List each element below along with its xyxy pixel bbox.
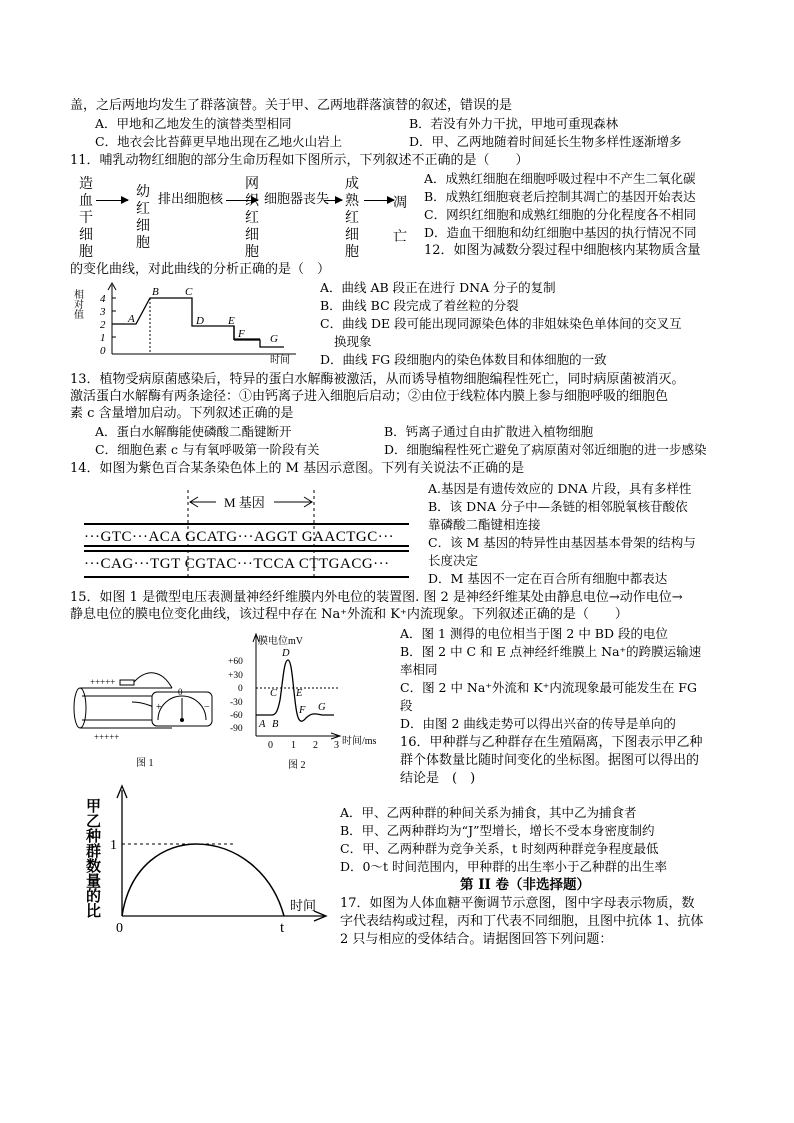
q16-stem-2: 群个体数量比随时间变化的坐标图。据图可以得出的 <box>400 753 700 768</box>
tick-label: 0 <box>100 345 106 357</box>
q15-stem-1: 15．如图 1 是微型电压表测量神经纤维膜内外电位的装置图. 图 2 是神经纤维某处由静息电位→动作电位→ <box>70 590 683 605</box>
section-2-heading: 第 II 卷（非选择题） <box>460 877 591 893</box>
q13-option-b: B．钙离子通过自由扩散进入植物细胞 <box>384 424 594 439</box>
q14-option-d: D．M 基因不一定在百合所有细胞中都表达 <box>428 571 668 586</box>
q11-option-c: C．网织红细胞和成熟红细胞的分化程度各不相同 <box>424 207 697 222</box>
q17-stem-1: 17．如图为人体血糖平衡调节示意图，图中字母表示物质，数 <box>340 896 695 911</box>
q12-stem-1: 12．如图为减数分裂过程中细胞核内某物质含量 <box>424 243 701 258</box>
point-label: F <box>238 328 245 340</box>
q10-option-c: C．地衣会比苔藓更早地出现在乙地火山岩上 <box>95 134 343 149</box>
point-label: B <box>272 719 279 730</box>
fig1-caption: 图 1 <box>136 758 154 769</box>
q16-option-d: D．0～t 时间范围内，甲种群的出生率小于乙种群的出生率 <box>340 859 667 874</box>
q15-figure-2-graph <box>226 630 388 775</box>
svg-text:+: + <box>156 702 162 713</box>
q14-option-c-1: C．该 M 基因的特异性由基因基本骨架的结构与 <box>428 535 696 550</box>
q14-stem: 14．如图为紫色百合某条染色体上的 M 基因示意图。下列有关说法不正确的是 <box>70 461 525 476</box>
tick-label: 3 <box>100 306 106 318</box>
tick-label: 1 <box>100 332 106 344</box>
flow-arrow-label-1: 排出细胞核 <box>158 192 224 207</box>
flow-arrow-1 <box>96 200 128 201</box>
q16-option-a: A．甲、乙两种群的种间关系为捕食，其中乙为捕食者 <box>340 805 637 820</box>
q12-option-a: A．曲线 AB 段正在进行 DNA 分子的复制 <box>320 280 556 295</box>
q11-option-b: B．成熟红细胞衰老后控制其凋亡的基因开始表达 <box>424 189 696 204</box>
svg-text:−: − <box>204 702 210 713</box>
q12-option-d: D．曲线 FG 段细胞内的染色体数目和体细胞的一致 <box>320 352 607 367</box>
point-label: B <box>152 286 159 298</box>
q13-stem-1: 13．植物受病原菌感染后，特异的蛋白水解酶被激活，从而诱导植物细胞编程性死亡，同时病原菌被消灭。 <box>70 372 685 387</box>
q16-option-c: C．甲、乙两种群为竞争关系，t 时刻两种群竞争程度最低 <box>340 841 659 856</box>
q17-stem-3: 2 只与相应的受体结合。请据图回答下列问题： <box>340 932 613 947</box>
tick-label: 4 <box>100 293 106 305</box>
tick-label: 2 <box>100 319 106 331</box>
q13-option-d: D．细胞编程性死亡避免了病原菌对邻近细胞的进一步感染 <box>384 442 707 457</box>
q16-option-b: B．甲、乙两种群均为“J”型增长，增长不受本身密度制约 <box>340 823 655 838</box>
tick-label: 2 <box>313 740 318 751</box>
q15-figure-1 <box>72 640 224 775</box>
q11-option-a: A．成熟红细胞在细胞呼吸过程中不产生二氧化碳 <box>424 171 696 186</box>
point-label: E <box>296 688 303 699</box>
chart-ylabel: 对 <box>74 300 84 311</box>
q12-option-b: B．曲线 BC 段完成了着丝粒的分裂 <box>320 298 519 313</box>
q12-chart <box>72 280 302 364</box>
tick-label: +30 <box>228 671 243 681</box>
tick-label: -30 <box>230 698 243 708</box>
q14-option-b-1: B．该 DNA 分子中—条链的相邻脱氧核苷酸依 <box>428 499 688 514</box>
q12-option-c-1: C．曲线 DE 段可能出现同源染色体的非姐妹染色单体间的交叉互 <box>320 316 682 331</box>
q15-option-b-1: B．图 2 中 C 和 E 点神经纤维膜上 Na⁺的跨膜运输速 <box>400 644 702 659</box>
q13-stem-3: 素 c 含量增加启动。下列叙述正确的是 <box>70 406 294 421</box>
flow-cell-mature-rbc: 成熟红细胞 <box>345 176 359 260</box>
flow-arrow-3 <box>324 200 342 201</box>
q13-stem-2: 激活蛋白水解酶有两条途径：①由钙离子进入细胞后启动；②由位于线粒体内膜上参与细胞呼吸的细胞色 <box>70 389 669 404</box>
q15-option-b-2: 率相同 <box>400 662 438 677</box>
q12-option-c-2: 换现象 <box>334 334 372 349</box>
y-tick-1: 1 <box>110 838 117 853</box>
q16-stem-1: 16．甲种群与乙种群存在生殖隔离，下图表示甲乙种 <box>400 735 703 750</box>
point-label: D <box>196 315 204 327</box>
flow-apoptosis: 凋亡 <box>393 195 407 245</box>
tick-label: 1 <box>291 740 296 751</box>
gene-label: M 基因 <box>224 495 265 510</box>
origin-label: 0 <box>116 921 123 936</box>
chart-ylabel: 值 <box>74 310 84 321</box>
q12-stem-2: 的变化曲线，对此曲线的分析正确的是（ ） <box>70 262 331 277</box>
chart-ylabel: 相 <box>74 290 84 301</box>
tick-label: -90 <box>230 724 243 734</box>
ratio-curve <box>122 844 284 916</box>
tick-label: 0 <box>238 684 243 694</box>
fig2-caption: 图 2 <box>288 760 306 771</box>
q17-stem-2: 字代表结构或过程，丙和丁代表不同细胞，且图中抗体 1、抗体 <box>340 914 704 929</box>
q10-option-b: B．若没有外力干扰，甲地可重现森林 <box>409 116 619 131</box>
tick-label: -60 <box>230 711 243 721</box>
wire <box>134 673 172 688</box>
q14-option-b-2: 靠磷酸二酯键相连接 <box>428 517 541 532</box>
x-axis-label: 时间 <box>290 898 317 913</box>
plus-charges: +++++ <box>94 732 120 742</box>
q10-option-a: A．甲地和乙地发生的演替类型相同 <box>95 116 292 131</box>
point-label: A <box>259 719 266 730</box>
flow-cell-hsc: 造血干细胞 <box>79 176 93 260</box>
x-axis-label: 时间/ms <box>342 736 377 747</box>
q14-option-a: A.基因是有遗传效应的 DNA 片段，具有多样性 <box>428 481 692 496</box>
q15-option-a: A．图 1 测得的电位相当于图 2 中 BD 段的电位 <box>400 626 668 641</box>
dna-strand-2: ···CAG···TGT CGTAC···TCCA CTTGACG··· <box>84 556 390 572</box>
point-label: C <box>270 688 278 699</box>
point-label: C <box>185 286 193 298</box>
q15-option-c-2: 段 <box>400 698 413 713</box>
q15-option-d: D．由图 2 曲线走势可以得出兴奋的传导是单向的 <box>400 716 676 731</box>
q14-option-c-2: 长度决定 <box>428 553 479 568</box>
y-axis-label: 膜电位mV <box>258 636 303 647</box>
q13-option-a: A．蛋白水解酶能使磷酸二酯键断开 <box>95 424 292 439</box>
tick-label: 3 <box>334 740 339 751</box>
tick-label: 0 <box>268 740 273 751</box>
dna-strand-1: ···GTC···ACA GCATG···AGGT GAACTGC··· <box>84 529 395 545</box>
q10-option-d: D．甲、乙两地随着时间延长生物多样性逐渐增多 <box>409 134 682 149</box>
q13-option-c: C．细胞色素 c 与有氧呼吸第一阶段有关 <box>95 442 320 457</box>
svg-text:0: 0 <box>178 687 183 697</box>
point-label: G <box>270 333 278 345</box>
point-label: A <box>128 313 135 325</box>
q15-stem-2: 静息电位的膜电位变化曲线，该过程中存在 Na⁺外流和 K⁺内流现象。下列叙述正确的是（ ） <box>70 607 628 622</box>
electrode <box>120 680 134 685</box>
q11-option-d: D．造血干细胞和幼红细胞中基因的执行情况不同 <box>424 225 697 240</box>
point-label: G <box>318 702 326 713</box>
x-axis-label: 时间 <box>270 355 290 366</box>
x-tick-t: t <box>280 920 285 936</box>
flow-arrow-4 <box>364 200 394 201</box>
q16-stem-3: 结论是 ( ) <box>400 771 476 786</box>
y-axis-label: 甲乙种群数量的比 <box>84 798 100 918</box>
point-label: F <box>299 705 306 716</box>
flow-cell-erythroblast: 幼红细胞 <box>136 184 150 251</box>
point-label: D <box>282 648 290 659</box>
q16-chart <box>86 782 332 940</box>
plus-charges: +++++ <box>90 677 116 687</box>
q15-option-c-1: C．图 2 中 Na⁺外流和 K⁺内流现象最可能发生在 FG <box>400 680 697 695</box>
q10-stem-tail: 盖，之后两地均发生了群落演替。关于甲、乙两地群落演替的叙述，错误的是 <box>70 98 513 113</box>
q11-stem: 11．哺乳动物红细胞的部分生命历程如下图所示，下列叙述不正确的是（ ） <box>70 153 529 168</box>
nerve-fiber-end <box>74 688 86 728</box>
flow-arrow-label-2: 细胞器丧失 <box>264 192 330 207</box>
flow-cell-reticulocyte: 网织红细胞 <box>245 176 259 260</box>
point-label: E <box>228 315 235 327</box>
tick-label: +60 <box>228 657 243 667</box>
